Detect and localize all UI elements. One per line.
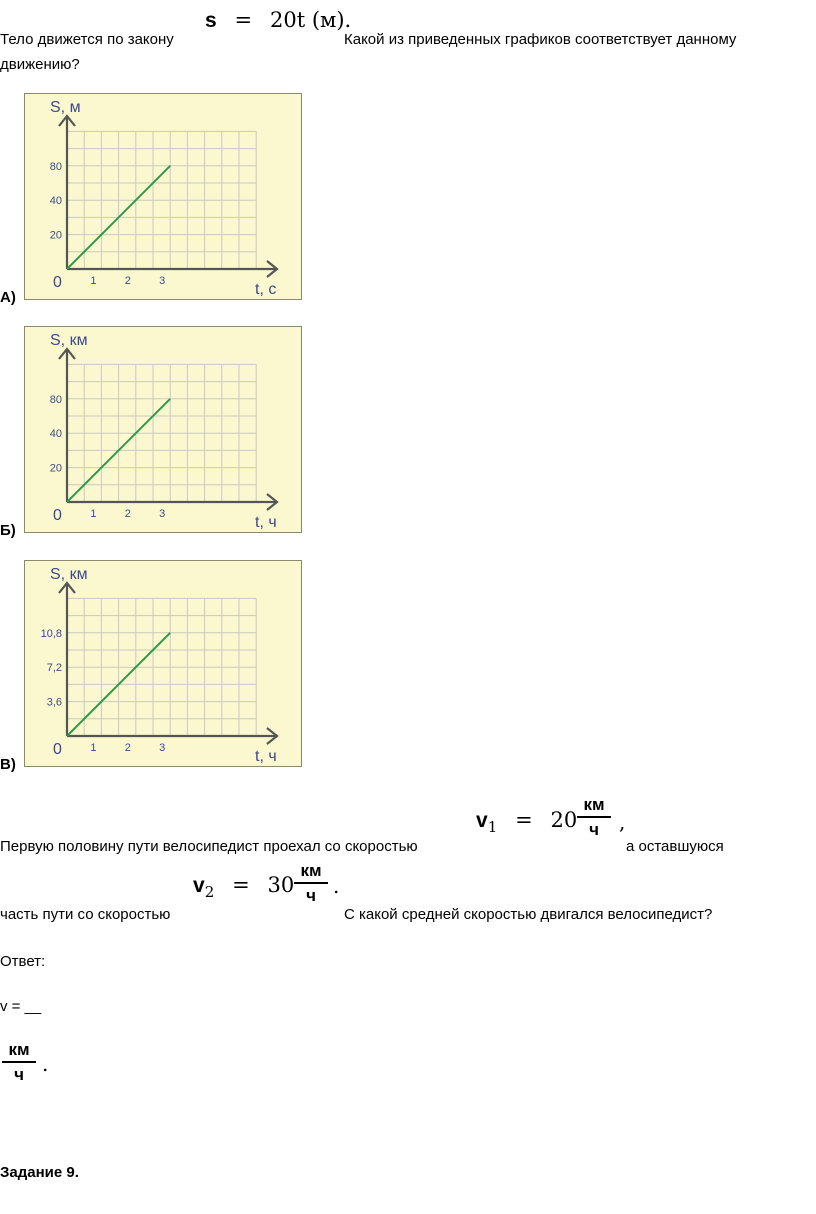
v2-unit-num: км bbox=[300, 861, 322, 880]
formula-rhs: 20t (м). bbox=[269, 8, 352, 32]
v1-unit-num: км bbox=[583, 795, 605, 814]
graph-svg bbox=[25, 327, 301, 532]
v1-value: 20 bbox=[550, 808, 578, 832]
x-tick-label: 2 bbox=[124, 508, 131, 520]
x-tick-label: 3 bbox=[159, 742, 166, 754]
x-axis-label: t, с bbox=[255, 281, 277, 298]
v1-unit-den: ч bbox=[589, 819, 599, 839]
y-tick-label: 20 bbox=[49, 462, 62, 475]
answer-unit-num: км bbox=[8, 1040, 30, 1059]
v1-eq: = bbox=[515, 808, 533, 832]
task2-line1-text: Первую половину пути велосипедист проехал со скоростью bbox=[0, 838, 418, 855]
y-tick-label: 10,8 bbox=[40, 627, 62, 640]
origin-label: 0 bbox=[53, 741, 62, 758]
answer-period: . bbox=[42, 1052, 49, 1076]
y-axis-label: S, км bbox=[50, 566, 88, 583]
option-label-c: В) bbox=[0, 756, 16, 773]
fraction-bar bbox=[577, 816, 611, 818]
x-tick-label: 2 bbox=[124, 275, 131, 287]
fraction-bar bbox=[294, 882, 328, 884]
task1-question-line1: Какой из приведенных графиков соответствует данному bbox=[344, 31, 737, 48]
fraction-bar bbox=[2, 1061, 36, 1063]
v2-formula bbox=[193, 873, 294, 901]
v2-symbol: v bbox=[193, 874, 205, 897]
graph-a bbox=[24, 93, 302, 300]
y-tick-label: 40 bbox=[49, 428, 62, 441]
x-tick-label: 2 bbox=[124, 742, 131, 754]
option-label-b: Б) bbox=[0, 522, 16, 539]
origin-label: 0 bbox=[53, 274, 62, 291]
task2-line2-tail: С какой средней скоростью двигался велосипедист? bbox=[344, 906, 713, 923]
v1-formula bbox=[476, 808, 577, 836]
x-tick-label: 1 bbox=[90, 275, 97, 287]
x-tick-label: 1 bbox=[90, 742, 97, 754]
x-tick-label: 3 bbox=[159, 508, 166, 520]
answer-line: v = __ bbox=[0, 998, 42, 1015]
v2-value: 30 bbox=[267, 873, 295, 897]
graph-svg bbox=[25, 561, 301, 766]
y-axis-label: S, км bbox=[50, 332, 88, 349]
y-tick-label: 40 bbox=[49, 195, 62, 208]
y-tick-label: 80 bbox=[49, 393, 62, 406]
graph-b bbox=[24, 326, 302, 533]
formula-lhs: s bbox=[205, 9, 217, 32]
task1-intro: Тело движется по закону bbox=[0, 31, 174, 48]
y-axis-label: S, м bbox=[50, 99, 81, 116]
origin-label: 0 bbox=[53, 507, 62, 524]
v1-symbol: v bbox=[476, 809, 488, 832]
task2-line2-text: часть пути со скоростью bbox=[0, 906, 171, 923]
x-axis-label: t, ч bbox=[255, 748, 277, 765]
task2-line1-tail: а оставшуюся bbox=[626, 838, 724, 855]
graph-svg bbox=[25, 94, 301, 299]
graph-c bbox=[24, 560, 302, 767]
v2-unit-fraction bbox=[294, 861, 328, 905]
y-tick-label: 7,2 bbox=[46, 662, 62, 675]
x-tick-label: 1 bbox=[90, 508, 97, 520]
v1-unit-fraction bbox=[577, 795, 611, 839]
answer-unit-den: ч bbox=[14, 1064, 24, 1084]
x-axis-label: t, ч bbox=[255, 514, 277, 531]
task1-formula bbox=[205, 8, 351, 33]
formula-eq: = bbox=[234, 8, 253, 32]
answer-label: Ответ: bbox=[0, 953, 46, 970]
v2-eq: = bbox=[232, 873, 250, 897]
v1-sub: 1 bbox=[487, 818, 498, 837]
y-tick-label: 20 bbox=[49, 229, 62, 242]
y-tick-label: 3,6 bbox=[46, 696, 62, 709]
v2-unit-den: ч bbox=[306, 885, 316, 905]
option-label-a: А) bbox=[0, 289, 16, 306]
v2-period: . bbox=[333, 874, 340, 898]
v2-sub: 2 bbox=[204, 883, 215, 902]
task1-question-line2: движению? bbox=[0, 56, 80, 73]
answer-unit-fraction bbox=[2, 1040, 36, 1084]
x-tick-label: 3 bbox=[159, 275, 166, 287]
v1-comma: , bbox=[619, 810, 626, 834]
next-task-heading: Задание 9. bbox=[0, 1164, 79, 1181]
y-tick-label: 80 bbox=[49, 160, 62, 173]
